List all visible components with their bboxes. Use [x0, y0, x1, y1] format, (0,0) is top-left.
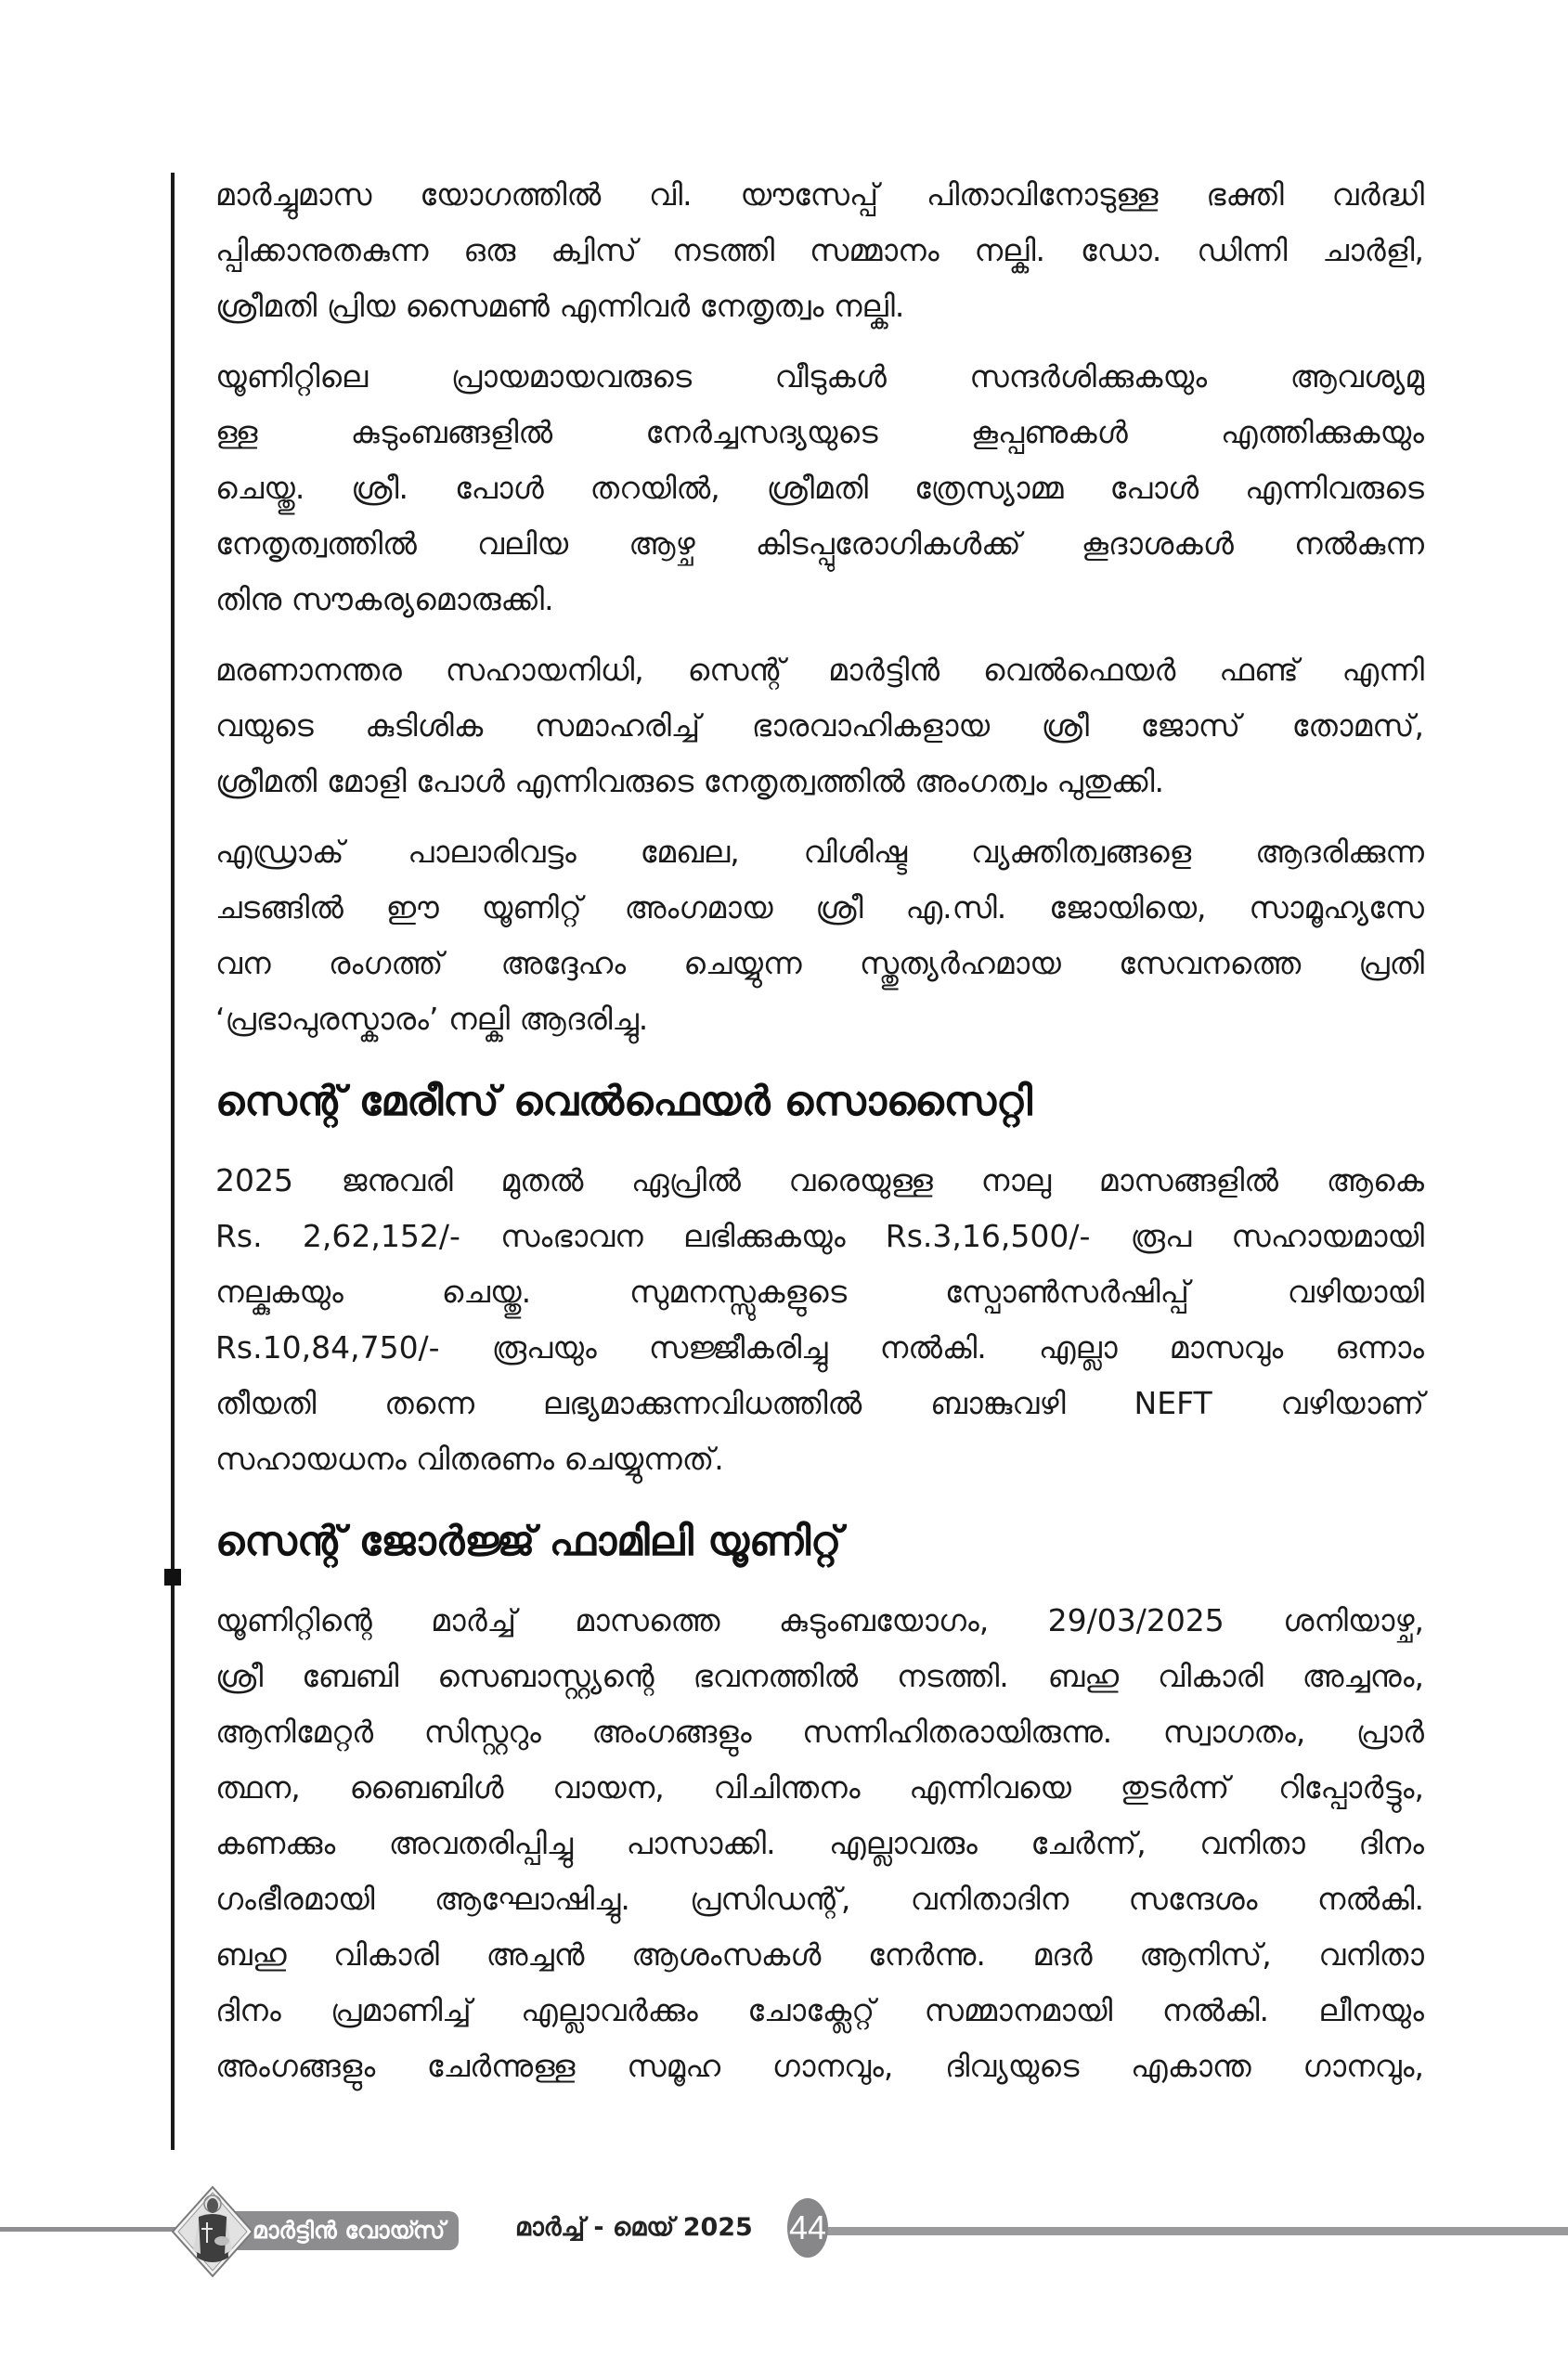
- text-line: മരണാനന്തര സഹായനിധി, സെന്റ് മാർട്ടിൻ വെൽഫെയർ ഫണ്ട് എന്നി: [215, 652, 1424, 688]
- saint-portrait-diamond-icon: [171, 2185, 254, 2278]
- text-line: ശ്രീ ബേബി സെബാസ്റ്റ്യന്റെ ഭവനത്തിൽ നടത്തി. ബഹു വികാരി അച്ചനും,: [215, 1658, 1424, 1694]
- text-line: ചെയ്തു. ശ്രീ. പോൾ തറയിൽ, ശ്രീമതി ത്രേസ്യാമ്മ പോൾ എന്നിവരുടെ: [215, 470, 1424, 506]
- text-line: വന രംഗത്ത് അദ്ദേഹം ചെയ്യുന്ന സ്തുത്യർഹമായ സേവനത്തെ പ്രതി: [215, 945, 1424, 981]
- text-line: ‘പ്രഭാപുരസ്കാരം’ നല്കി ആദരിച്ചു.: [215, 1001, 649, 1037]
- text-line: തിനു സൗകര്യമൊരുക്കി.: [215, 581, 554, 617]
- text-line: എഡ്രാക് പാലാരിവട്ടം മേഖല, വിശിഷ്ട വ്യക്തിത്വങ്ങളെ ആദരിക്കുന്ന: [215, 834, 1424, 870]
- text-line: നേതൃത്വത്തിൽ വലിയ ആഴ്ച കിടപ്പുരോഗികൾക്ക് കൂദാശകൾ നൽകുന്ന: [215, 525, 1424, 562]
- left-margin-rule: [171, 173, 175, 2150]
- text-line: യൂണിറ്റിലെ പ്രായമായവരുടെ വീടുകൾ സന്ദർശിക്കുകയും ആവശ്യമു: [215, 358, 1424, 395]
- paragraph: [215, 824, 1424, 1047]
- section-marker: [164, 1569, 181, 1586]
- text-line: വയുടെ കുടിശിക സമാഹരിച്ച് ഭാരവാഹികളായ ശ്രീ ജോസ് തോമസ്,: [215, 707, 1424, 744]
- paragraph: [215, 167, 1424, 334]
- text-line: 2025 ജനുവരി മുതൽ ഏപ്രിൽ വരെയുള്ള നാലു മാസങ്ങളിൽ ആകെ: [215, 1162, 1424, 1198]
- text-line: ശ്രീമതി പ്രിയ സൈമൺ എന്നിവർ നേതൃത്വം നല്കി.: [215, 288, 905, 324]
- magazine-name-badge: മാർട്ടിൻ വോയ്സ്: [232, 2211, 459, 2250]
- text-line: Rs. 2,62,152/- സംഭാവന ലഭിക്കുകയും Rs.3,16,500/- രൂപ സഹായമായി: [215, 1218, 1424, 1254]
- paragraph: [215, 642, 1424, 809]
- text-line: ചടങ്ങിൽ ഈ യൂണിറ്റ് അംഗമായ ശ്രീ എ.സി. ജോയിയെ, സാമൂഹ്യസേ: [215, 889, 1424, 926]
- article-body: [215, 167, 1424, 2109]
- text-line: മാർച്ചുമാസ യോഗത്തിൽ വി. യൗസേപ്പ് പിതാവിനോടുള്ള ഭക്തി വർദ്ധി: [215, 176, 1424, 213]
- text-line: സഹായധനം വിതരണം ചെയ്യുന്നത്.: [215, 1441, 724, 1477]
- text-line: ഗംഭീരമായി ആഘോഷിച്ചു. പ്രസിഡന്റ്, വനിതാദിന സന്ദേശം നൽകി.: [215, 1881, 1424, 1917]
- text-line: അംഗങ്ങളും ചേർന്നുള്ള സമൂഹ ഗാനവും, ദിവ്യയുടെ എകാന്ത ഗാനവും,: [215, 2048, 1424, 2084]
- text-line: തീയതി തന്നെ ലഭ്യമാക്കുന്നവിധത്തിൽ ബാങ്കുവഴി NEFT വഴിയാണ്: [215, 1385, 1424, 1421]
- text-line: ദിനം പ്രമാണിച്ച് എല്ലാവർക്കും ചോക്ലേറ്റ് സമ്മാനമായി നൽകി. ലീനയും: [215, 1992, 1424, 2028]
- section-heading: സെന്റ് മേരീസ് വെൽഫെയർ സൊസൈറ്റി: [215, 1078, 1032, 1125]
- text-line: ള്ള കുടുംബങ്ങളിൽ നേർച്ചസദ്യയുടെ കൂപ്പണുകൾ എത്തിക്കുകയും: [215, 414, 1424, 450]
- text-line: ശ്രീമതി മോളി പോൾ എന്നിവരുടെ നേതൃത്വത്തിൽ അംഗത്വം പുതുക്കി.: [215, 763, 1165, 799]
- paragraph: [215, 1593, 1424, 2094]
- text-line: ബഹു വികാരി അച്ചൻ ആശംസകൾ നേർന്നു. മദർ ആനിസ്, വനിതാ: [215, 1936, 1424, 1973]
- page-footer: [0, 2172, 1568, 2293]
- text-line: നല്കുകയും ചെയ്തു. സുമനസ്സുകളുടെ സ്പോൺസർഷിപ്പ് വഴിയായി: [215, 1274, 1424, 1310]
- text-line: ത്ഥന, ബൈബിൾ വായന, വിചിന്തനം എന്നിവയെ തുടർന്ന് റിപ്പോർട്ടും,: [215, 1769, 1424, 1806]
- text-line: ആനിമേറ്റർ സിസ്റ്ററും അംഗങ്ങളും സന്നിഹിതരായിരുന്നു. സ്വാഗതം, പ്രാർ: [215, 1714, 1424, 1750]
- text-line: പ്പിക്കാനുതകുന്ന ഒരു ക്വിസ് നടത്തി സമ്മാനം നല്കി. ഡോ. ഡിന്നി ചാർളി,: [215, 232, 1424, 268]
- footer-rule-right: [817, 2227, 1568, 2235]
- section-heading: സെന്റ് ജോർജ്ജ് ഫാമിലി യൂണിറ്റ്: [215, 1518, 842, 1565]
- paragraph: [215, 349, 1424, 628]
- issue-date: മാർച്ച് - മെയ് 2025: [515, 2213, 753, 2242]
- text-line: യൂണിറ്റിന്റെ മാർച്ച് മാസത്തെ കുടുംബയോഗം, 29/03/2025 ശനിയാഴ്ച,: [215, 1602, 1424, 1638]
- page-number: 44: [787, 2198, 828, 2258]
- text-line: കണക്കും അവതരിപ്പിച്ചു പാസാക്കി. എല്ലാവരും ചേർന്ന്, വനിതാ ദിനം: [215, 1825, 1424, 1861]
- paragraph: [215, 1153, 1424, 1487]
- footer-rule-left: [0, 2227, 186, 2232]
- text-line: Rs.10,84,750/- രൂപയും സജ്ജീകരിച്ചു നൽകി. എല്ലാ മാസവും ഒന്നാം: [215, 1329, 1424, 1366]
